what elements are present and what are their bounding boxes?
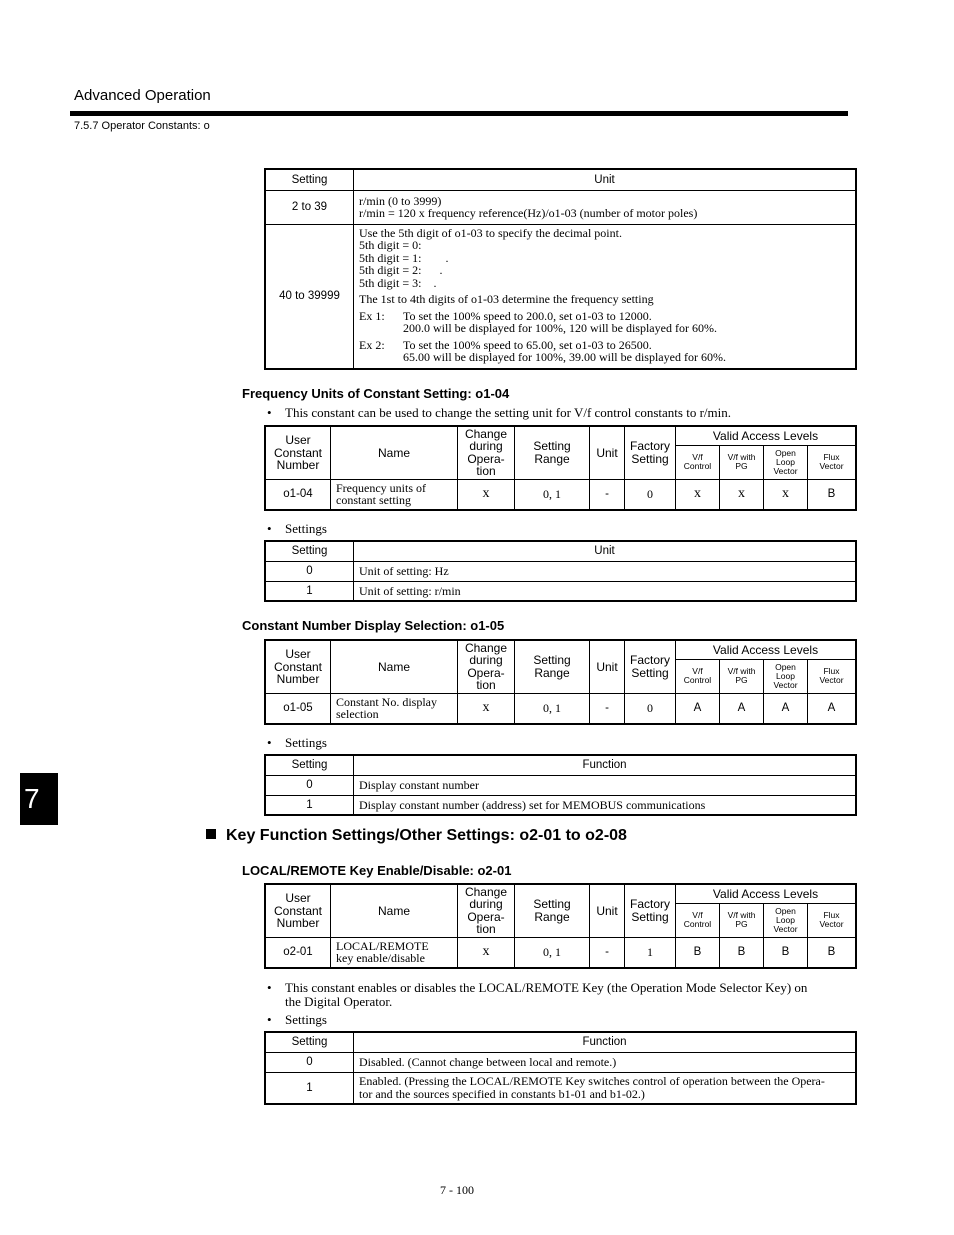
vf-pg-header: V/f with PG [720, 903, 764, 937]
o1-04-heading: Frequency Units of Constant Setting: o1-04 [242, 386, 510, 401]
open-loop-vector-header: Open Loop Vector [764, 903, 808, 937]
o2-01-settings-table [264, 1031, 857, 1105]
o2-01-heading: LOCAL/REMOTE Key Enable/Disable: o2-01 [242, 863, 512, 878]
setting-cell: 0 [265, 775, 354, 795]
vfpg-value: x [720, 479, 764, 510]
example-label: Ex 1: [359, 308, 385, 323]
change-value: x [458, 937, 515, 968]
vf-control-header: V/f Control [676, 445, 720, 479]
subsection-title: 7.5.7 Operator Constants: o [74, 120, 210, 132]
text-line: r/min (0 to 3999) [359, 193, 442, 208]
change-header: Change during Opera- tion [458, 426, 515, 479]
range-value: 0, 1 [515, 479, 590, 510]
o1-05-constant-table [264, 639, 857, 725]
col-setting-header: Setting [265, 541, 354, 561]
open-loop-vector-header: Open Loop Vector [764, 445, 808, 479]
o1-05-heading: Constant Number Display Selection: o1-05 [242, 618, 505, 633]
chapter-tab: 7 [20, 773, 58, 825]
setting-range-header: Setting Range [515, 426, 590, 479]
change-value: x [458, 479, 515, 510]
section-title: Advanced Operation [74, 87, 211, 104]
text-line: 5th digit = 1: . [359, 250, 449, 265]
range-value: 0, 1 [515, 937, 590, 968]
col-function-header: Function [354, 1032, 857, 1052]
setting-cell: 0 [265, 561, 354, 581]
vf-value: B [676, 937, 720, 968]
valid-access-header: Valid Access Levels [676, 884, 857, 903]
unit-value: - [590, 693, 625, 724]
setting-cell: 2 to 39 [265, 190, 354, 224]
col-function-header: Function [354, 755, 857, 775]
name-header: Name [331, 884, 458, 937]
col-setting-header: Setting [265, 169, 354, 190]
vfpg-value: B [720, 937, 764, 968]
setting-range-header: Setting Range [515, 884, 590, 937]
unit-header: Unit [590, 640, 625, 693]
text-line: 200.0 will be displayed for 100%, 120 will be displayed for 60%. [403, 321, 717, 335]
olv-value: B [764, 937, 808, 968]
flux-vector-header: Flux Vector [808, 903, 857, 937]
unit-header: Unit [590, 426, 625, 479]
open-loop-vector-header: Open Loop Vector [764, 659, 808, 693]
setting-text: Display constant number (address) set for MEMOBUS communications [354, 795, 857, 815]
factory-value: 0 [625, 479, 676, 510]
bullet-text: This constant enables or disables the LOCAL/REMOTE Key (the Operation Mode Selector Key) on [285, 980, 808, 995]
square-bullet-icon [206, 829, 216, 839]
constant-name: LOCAL/REMOTE key enable/disable [331, 937, 458, 968]
settings-bullet: • Settings [267, 521, 327, 536]
vf-control-header: V/f Control [676, 659, 720, 693]
text-line: The 1st to 4th digits of o1-03 determine the frequency setting [359, 292, 654, 306]
olv-value: x [764, 479, 808, 510]
flux-value: B [808, 937, 857, 968]
setting-text: Display constant number [354, 775, 857, 795]
page-number: 7 - 100 [440, 1183, 474, 1197]
unit-value: - [590, 479, 625, 510]
name-header: Name [331, 426, 458, 479]
text-line: To set the 100% speed to 65.00, set o1-03 to 26500. [403, 337, 652, 352]
range-value: 0, 1 [515, 693, 590, 724]
setting-cell: 0 [265, 1052, 354, 1072]
setting-text: Enabled. (Pressing the LOCAL/REMOTE Key switches control of operation between the Opera- tor and the sources specified in constants b1-01 and b1-02.) [354, 1072, 857, 1104]
unit-cell [354, 190, 857, 224]
flux-vector-header: Flux Vector [808, 445, 857, 479]
text-line: 5th digit = 0: [359, 238, 422, 252]
vf-value: A [676, 693, 720, 724]
vf-value: x [676, 479, 720, 510]
vf-pg-header: V/f with PG [720, 445, 764, 479]
col-setting-header: Setting [265, 755, 354, 775]
unit-table [264, 168, 857, 370]
text-line: 65.00 will be displayed for 100%, 39.00 will be displayed for 60%. [403, 350, 726, 364]
example-label: Ex 2: [359, 337, 385, 352]
constant-number: o1-04 [265, 479, 331, 510]
setting-text: Disabled. (Cannot change between local and remote.) [354, 1052, 857, 1072]
name-header: Name [331, 640, 458, 693]
valid-access-header: Valid Access Levels [676, 426, 857, 445]
vf-pg-header: V/f with PG [720, 659, 764, 693]
col-unit-header: Unit [354, 541, 857, 561]
constant-number: o1-05 [265, 693, 331, 724]
text-line: r/min = 120 x frequency reference(Hz)/o1-03 (number of motor poles) [359, 206, 698, 220]
text-line: 5th digit = 2: . [359, 263, 443, 277]
flux-vector-header: Flux Vector [808, 659, 857, 693]
change-value: x [458, 693, 515, 724]
vf-control-header: V/f Control [676, 903, 720, 937]
factory-value: 0 [625, 693, 676, 724]
vfpg-value: A [720, 693, 764, 724]
flux-value: B [808, 479, 857, 510]
o1-05-settings-table [264, 754, 857, 816]
factory-setting-header: Factory Setting [625, 884, 676, 937]
user-constant-header: User Constant Number [265, 640, 331, 693]
header-rule [70, 111, 848, 116]
text-line: Use the 5th digit of o1-03 to specify the decimal point. [359, 225, 622, 240]
factory-value: 1 [625, 937, 676, 968]
change-header: Change during Opera- tion [458, 884, 515, 937]
setting-range-header: Setting Range [515, 640, 590, 693]
constant-name: Constant No. display selection [331, 693, 458, 724]
setting-cell: 1 [265, 795, 354, 815]
setting-cell: 40 to 39999 [265, 224, 354, 369]
settings-bullet: • Settings [267, 735, 327, 750]
settings-bullet: • Settings [267, 1012, 327, 1027]
o1-04-settings-table [264, 540, 857, 602]
o1-04-bullet: • This constant can be used to change the setting unit for V/f control constants to r/min. [267, 405, 731, 420]
flux-value: A [808, 693, 857, 724]
setting-text: Unit of setting: Hz [354, 561, 857, 581]
valid-access-header: Valid Access Levels [676, 640, 857, 659]
constant-name: Frequency units of constant setting [331, 479, 458, 510]
user-constant-header: User Constant Number [265, 884, 331, 937]
unit-value: - [590, 937, 625, 968]
change-header: Change during Opera- tion [458, 640, 515, 693]
col-setting-header: Setting [265, 1032, 354, 1052]
bullet-text: the Digital Operator. [285, 994, 393, 1009]
olv-value: A [764, 693, 808, 724]
setting-cell: 1 [265, 1072, 354, 1104]
o2-01-constant-table [264, 883, 857, 969]
user-constant-header: User Constant Number [265, 426, 331, 479]
o2-01-bullet: • This constant enables or disables the LOCAL/REMOTE Key (the Operation Mode Selector Key) on the Digital Operator. [267, 980, 808, 1009]
text-line: To set the 100% speed to 200.0, set o1-03 to 12000. [403, 308, 652, 323]
text-line: 5th digit = 3: . [359, 275, 437, 290]
col-unit-header: Unit [354, 169, 857, 190]
bullet-text: This constant can be used to change the setting unit for V/f control constants to r/min. [285, 405, 731, 420]
setting-cell: 1 [265, 581, 354, 601]
factory-setting-header: Factory Setting [625, 426, 676, 479]
unit-header: Unit [590, 884, 625, 937]
factory-setting-header: Factory Setting [625, 640, 676, 693]
key-function-heading: Key Function Settings/Other Settings: o2-01 to o2-08 [206, 827, 627, 845]
o1-04-constant-table [264, 425, 857, 511]
unit-cell [354, 224, 857, 369]
constant-number: o2-01 [265, 937, 331, 968]
setting-text: Unit of setting: r/min [354, 581, 857, 601]
